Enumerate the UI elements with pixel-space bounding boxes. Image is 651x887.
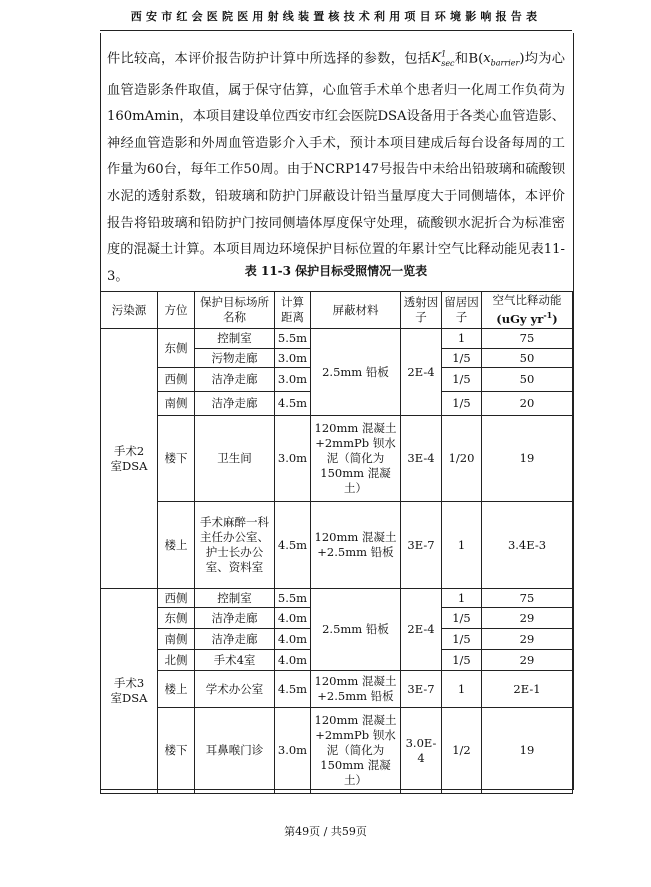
target-cell: 手术4室	[195, 650, 275, 671]
kerma-cell: 29	[482, 608, 573, 629]
target-cell: 污物走廊	[195, 349, 275, 368]
direction-cell: 南侧	[158, 629, 195, 650]
table-row	[101, 671, 573, 708]
direction-cell: 东侧	[158, 329, 195, 368]
occupancy-cell: 1	[442, 671, 482, 708]
header-rule	[100, 30, 572, 31]
header-transmission: 透射因子	[401, 292, 442, 329]
header-distance: 计算距离	[275, 292, 311, 329]
kerma-cell: 3.4E-3	[482, 502, 573, 589]
material-cell: 120mm 混凝土+2.5mm 铅板	[311, 671, 401, 708]
target-cell: 洁净走廊	[195, 608, 275, 629]
header-kerma: 空气比释动能 (uGy $yr^{-1}$)	[482, 292, 573, 329]
direction-cell: 北侧	[158, 650, 195, 671]
kerma-cell: 75	[482, 329, 573, 349]
direction-cell: 西侧	[158, 368, 195, 392]
occupancy-cell: 1/5	[442, 629, 482, 650]
distance-cell: 4.5m	[275, 392, 311, 416]
table-caption: 表 11-3 保护目标受照情况一览表	[244, 264, 428, 278]
source-cell: 手术3室DSA	[101, 589, 158, 794]
kerma-cell: 19	[482, 708, 573, 794]
target-cell: 耳鼻喉门诊	[195, 708, 275, 794]
kerma-cell: 29	[482, 629, 573, 650]
occupancy-cell: 1/5	[442, 650, 482, 671]
target-cell: 洁净走廊	[195, 392, 275, 416]
kerma-cell: 19	[482, 416, 573, 502]
source-cell: 手术2室DSA	[101, 329, 158, 589]
direction-cell: 楼上	[158, 671, 195, 708]
material-cell: 120mm 混凝土+2mmPb 钡水泥（简化为150mm 混凝土）	[311, 708, 401, 794]
header-material: 屏蔽材料	[311, 292, 401, 329]
protection-target-table	[100, 291, 573, 794]
occupancy-cell: 1/2	[442, 708, 482, 794]
target-cell: 洁净走廊	[195, 629, 275, 650]
direction-cell: 楼下	[158, 416, 195, 502]
table-row	[101, 502, 573, 589]
material-cell: 120mm 混凝土+2.5mm 铅板	[311, 502, 401, 589]
table-header-row	[101, 292, 573, 329]
occupancy-cell: 1/5	[442, 392, 482, 416]
target-cell: 手术麻醉一科主任办公室、护士长办公室、资料室	[195, 502, 275, 589]
occupancy-cell: 1/5	[442, 608, 482, 629]
material-cell: 2.5mm 铅板	[311, 329, 401, 416]
distance-cell: 3.0m	[275, 416, 311, 502]
document-header: 西安市红会医院医用射线装置核技术利用项目环境影响报告表	[130, 10, 542, 23]
table-row	[101, 329, 573, 349]
target-cell: 控制室	[195, 589, 275, 608]
direction-cell: 楼下	[158, 708, 195, 794]
kerma-cell: 29	[482, 650, 573, 671]
transmission-cell: 3E-7	[401, 671, 442, 708]
occupancy-cell: 1/20	[442, 416, 482, 502]
distance-cell: 3.0m	[275, 708, 311, 794]
table-row	[101, 589, 573, 608]
occupancy-cell: 1	[442, 589, 482, 608]
distance-cell: 4.0m	[275, 650, 311, 671]
target-cell: 卫生间	[195, 416, 275, 502]
kerma-cell: 50	[482, 368, 573, 392]
transmission-cell: 2E-4	[401, 329, 442, 416]
header-direction: 方位	[158, 292, 195, 329]
material-cell: 2.5mm 铅板	[311, 589, 401, 671]
distance-cell: 4.5m	[275, 671, 311, 708]
k-symbol: $K^1_{sec}$	[431, 50, 455, 69]
occupancy-cell: 1/5	[442, 349, 482, 368]
x-barrier-symbol: $x_{barrier}$	[483, 51, 520, 69]
material-cell: 120mm 混凝土+2mmPb 钡水泥（简化为150mm 混凝土）	[311, 416, 401, 502]
para-part-2: 和B(	[454, 51, 484, 67]
distance-cell: 5.5m	[275, 589, 311, 608]
distance-cell: 4.0m	[275, 608, 311, 629]
kerma-cell: 75	[482, 589, 573, 608]
table-row	[101, 708, 573, 794]
kerma-cell: 2E-1	[482, 671, 573, 708]
direction-cell: 西侧	[158, 589, 195, 608]
transmission-cell: 2E-4	[401, 589, 442, 671]
distance-cell: 3.0m	[275, 368, 311, 392]
transmission-cell: 3E-7	[401, 502, 442, 589]
target-cell: 洁净走廊	[195, 368, 275, 392]
header-source: 污染源	[101, 292, 158, 329]
page-number: 第49页 / 共59页	[284, 825, 367, 838]
direction-cell: 楼上	[158, 502, 195, 589]
distance-cell: 3.0m	[275, 349, 311, 368]
header-target: 保护目标场所名称	[195, 292, 275, 329]
direction-cell: 南侧	[158, 392, 195, 416]
distance-cell: 4.0m	[275, 629, 311, 650]
occupancy-cell: 1	[442, 329, 482, 349]
occupancy-cell: 1/5	[442, 368, 482, 392]
occupancy-cell: 1	[442, 502, 482, 589]
target-cell: 学术办公室	[195, 671, 275, 708]
table-row	[101, 416, 573, 502]
para-part-3: )均为心血管造影条件取值，属于保守估算，心血管手术单个患者归一化周工作负荷为160mAmin，本项目建设单位西安市红会医院DSA设备用于各类心血管造影、神经血管造影和外周血管造影介入手术，预计本项目建成后每台设备每周的工作量为60台，每年工作50周。由于NCRP147号报告中未给出铅玻璃和硫酸钡水泥的透射系数，铅玻璃和防护门屏蔽设计铅当量厚度大于同侧墙体，本评价报告将铅玻璃和铅防护门按同侧墙体厚度保守处理，硫酸钡水泥折合为标准密度的混凝土计算。本项目周边环境保护目标位置的年累计空气比释动能见表11-3。	[107, 51, 565, 284]
header-occupancy: 留居因子	[442, 292, 482, 329]
kerma-cell: 20	[482, 392, 573, 416]
distance-cell: 4.5m	[275, 502, 311, 589]
transmission-cell: 3E-4	[401, 416, 442, 502]
body-paragraph	[107, 42, 565, 290]
kerma-cell: 50	[482, 349, 573, 368]
distance-cell: 5.5m	[275, 329, 311, 349]
direction-cell: 东侧	[158, 608, 195, 629]
target-cell: 控制室	[195, 329, 275, 349]
transmission-cell: 3.0E-4	[401, 708, 442, 794]
para-part-1: 件比较高，本评价报告防护计算中所选择的参数，包括	[107, 51, 432, 67]
